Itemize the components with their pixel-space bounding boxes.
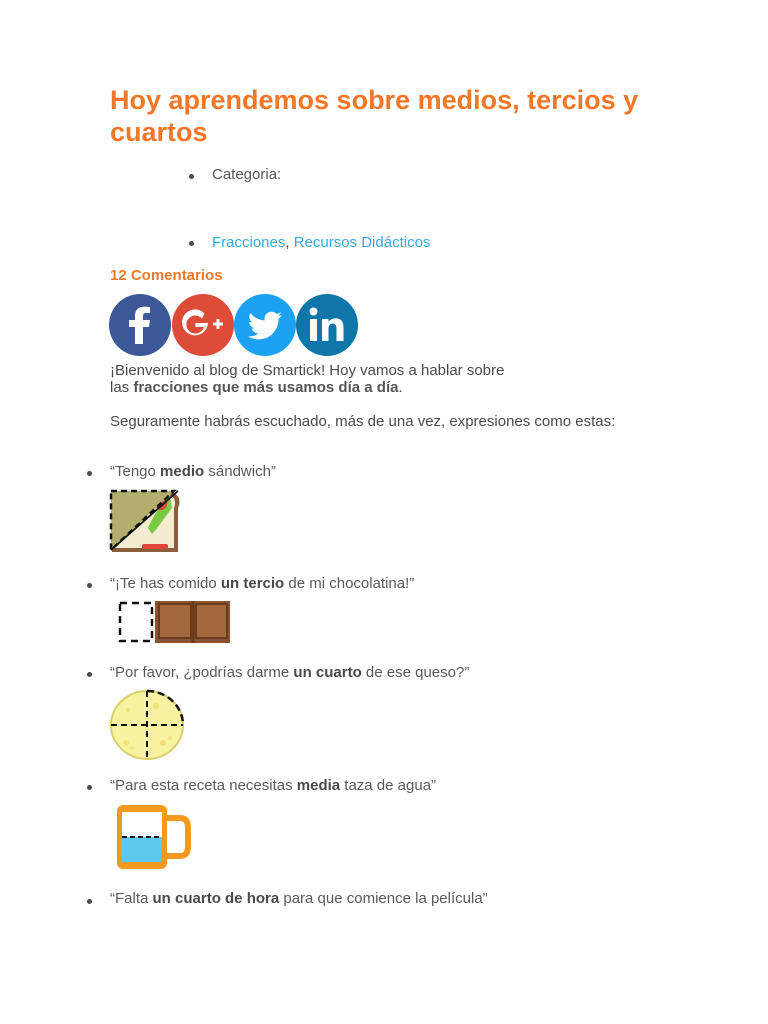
category-list bbox=[212, 234, 430, 252]
example-4-bold: media bbox=[296, 777, 341, 794]
cheese-quarter-icon bbox=[108, 688, 188, 762]
bullet bbox=[87, 899, 92, 904]
example-3-text bbox=[110, 664, 469, 682]
google-plus-share-button[interactable] bbox=[172, 294, 234, 356]
chocolate-third-icon bbox=[116, 599, 232, 645]
comments-count[interactable]: 12 Comentarios bbox=[110, 267, 223, 284]
category-link-fracciones[interactable]: Fracciones bbox=[212, 234, 286, 251]
example-1-bold: medio bbox=[160, 463, 205, 480]
example-2-text bbox=[110, 575, 414, 593]
intro-line-2-post: . bbox=[398, 379, 403, 396]
intro-line-2-pre: las bbox=[110, 379, 134, 396]
bullet bbox=[189, 241, 194, 246]
example-4-pre: “Para esta receta necesitas bbox=[110, 777, 297, 794]
bullet bbox=[87, 583, 92, 588]
google-plus-icon bbox=[172, 294, 234, 356]
example-2-post: de mi chocolatina!” bbox=[284, 575, 415, 592]
intro-line-1: ¡Bienvenido al blog de Smartick! Hoy vamos a hablar sobre bbox=[110, 362, 505, 379]
example-3-pre: “Por favor, ¿podrías darme bbox=[110, 664, 294, 681]
sandwich-half-icon bbox=[108, 488, 184, 556]
category-label: Categoria: bbox=[212, 166, 282, 183]
example-5-pre: “Falta bbox=[110, 890, 153, 907]
page-title: Hoy aprendemos sobre medios, tercios y cuartos bbox=[110, 85, 639, 147]
example-1-text bbox=[110, 463, 276, 481]
twitter-icon bbox=[234, 294, 296, 356]
intro-paragraph bbox=[110, 362, 650, 396]
bullet bbox=[87, 785, 92, 790]
example-1-pre: “Tengo bbox=[110, 463, 161, 480]
example-5-text bbox=[110, 890, 488, 908]
linkedin-icon bbox=[296, 294, 358, 356]
example-4-post: taza de agua” bbox=[340, 777, 437, 794]
example-5-bold: un cuarto de hora bbox=[152, 890, 280, 907]
mug-half-water-icon bbox=[114, 802, 194, 872]
example-2-pre: “¡Te has comido bbox=[110, 575, 221, 592]
bullet bbox=[87, 672, 92, 677]
facebook-share-button[interactable] bbox=[109, 294, 171, 356]
example-3-post: de ese queso?” bbox=[361, 664, 470, 681]
example-1-post: sándwich” bbox=[204, 463, 276, 480]
example-3-bold: un cuarto bbox=[293, 664, 362, 681]
category-separator: , bbox=[285, 234, 294, 251]
category-link-recursos[interactable]: Recursos Didácticos bbox=[293, 234, 431, 251]
facebook-icon bbox=[109, 294, 171, 356]
bullet bbox=[189, 174, 194, 179]
twitter-share-button[interactable] bbox=[234, 294, 296, 356]
example-2-bold: un tercio bbox=[220, 575, 285, 592]
linkedin-share-button[interactable] bbox=[296, 294, 358, 356]
intro-highlight: fracciones que más usamos día a día bbox=[133, 379, 399, 396]
example-4-text bbox=[110, 777, 436, 795]
example-5-post: para que comience la película” bbox=[279, 890, 488, 907]
lead-paragraph: Seguramente habrás escuchado, más de una vez, expresiones como estas: bbox=[110, 413, 616, 430]
bullet bbox=[87, 471, 92, 476]
